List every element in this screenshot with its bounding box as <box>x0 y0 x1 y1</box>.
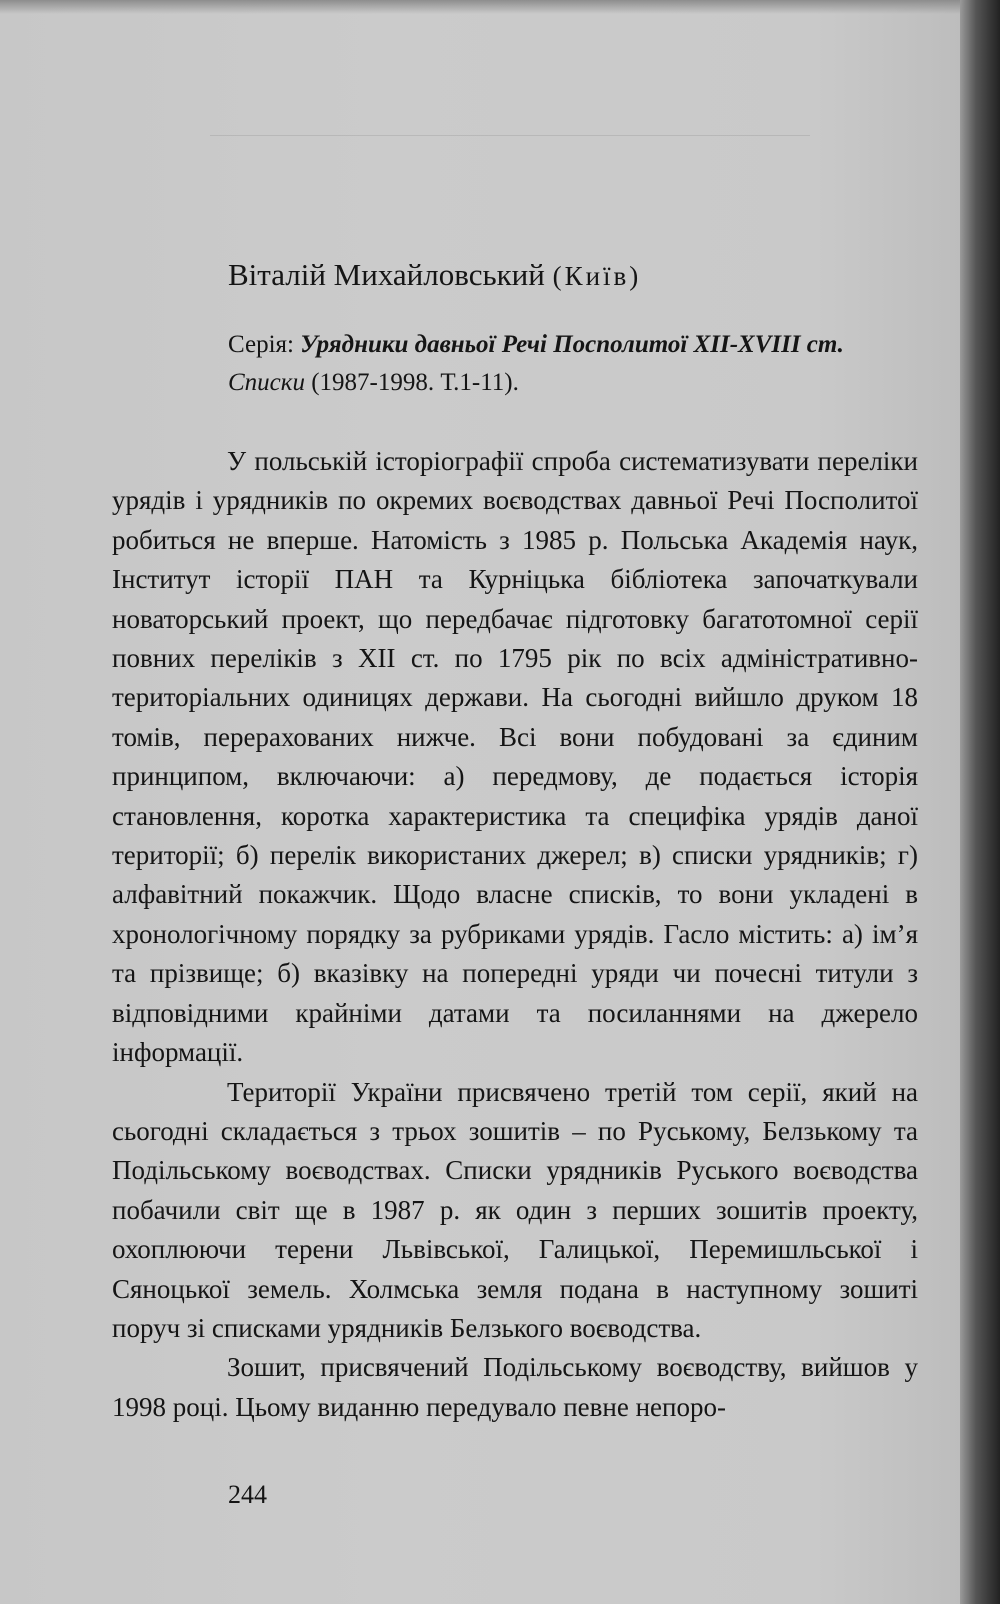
series-details: (1987-1998. Т.1-11). <box>311 369 519 396</box>
paragraph-2: Території України присвячено третій том серії, який на сьогодні складається з трьох зошитів – по Руському, Белзькому та Подільському воєводствах. Списки урядників Руського воєводства побачили світ ще в 1987 р. як один з перших зошитів проекту, охоплюючи терени Львівської, Галицької, Перемишльської і Сяноцької земель. Холмська земля подана в наступному зошиті поруч зі списками урядників Белзького воєводства. <box>112 1076 918 1343</box>
book-spine-edge <box>960 0 1000 1604</box>
page-number: 244 <box>228 1480 267 1509</box>
page-top-shadow <box>0 0 960 14</box>
author-heading <box>112 255 918 296</box>
series-subtitle: Списки <box>228 369 305 396</box>
author-name: Віталій Михайловський <box>228 257 545 292</box>
paragraph-3: Зошит, присвячений Подільському воєводству, вийшов у 1998 році. Цьому виданню передувало певне непоро- <box>112 1352 918 1422</box>
show-through-header <box>210 105 810 136</box>
author-city: (Київ) <box>552 261 642 291</box>
paragraph-1: У польській історіографії спроба систематизувати переліки урядів і урядників по окремих воєводствах давньої Речі Посполитої робиться не вперше. Натомість з 1985 р. Польська Академія наук, Інститут історії ПАН та Курніцька бібліотека започаткували новаторський проект, що передбачає підготовку багатотомної серії повних переліків з XII ст. по 1795 рік по всіх адміністративно-територіальних одиницях держави. На сьогодні вийшло друком 18 томів, перерахованих нижче. Всі вони побудовані за єдиним принципом, включаючи: а) передмову, де подається історія становлення, коротка характеристика та специфіка урядів даної території; б) перелік використаних джерел; в) списки урядників; г) алфавітний покажчик. Щодо власне списків, то вони укладені в хронологічному порядку за рубриками урядів. Гасло містить: а) ім’я та прізвище; б) вказівку на попередні уряди чи почесні титули з відповідними крайніми датами та посиланнями на джерело інформації. <box>112 446 918 1068</box>
page-content <box>112 255 918 1427</box>
series-prefix: Серія: <box>228 331 294 358</box>
series-line <box>112 326 918 402</box>
series-title: Урядники давньої Речі Посполитої XII-XVIII ст. <box>300 331 844 358</box>
